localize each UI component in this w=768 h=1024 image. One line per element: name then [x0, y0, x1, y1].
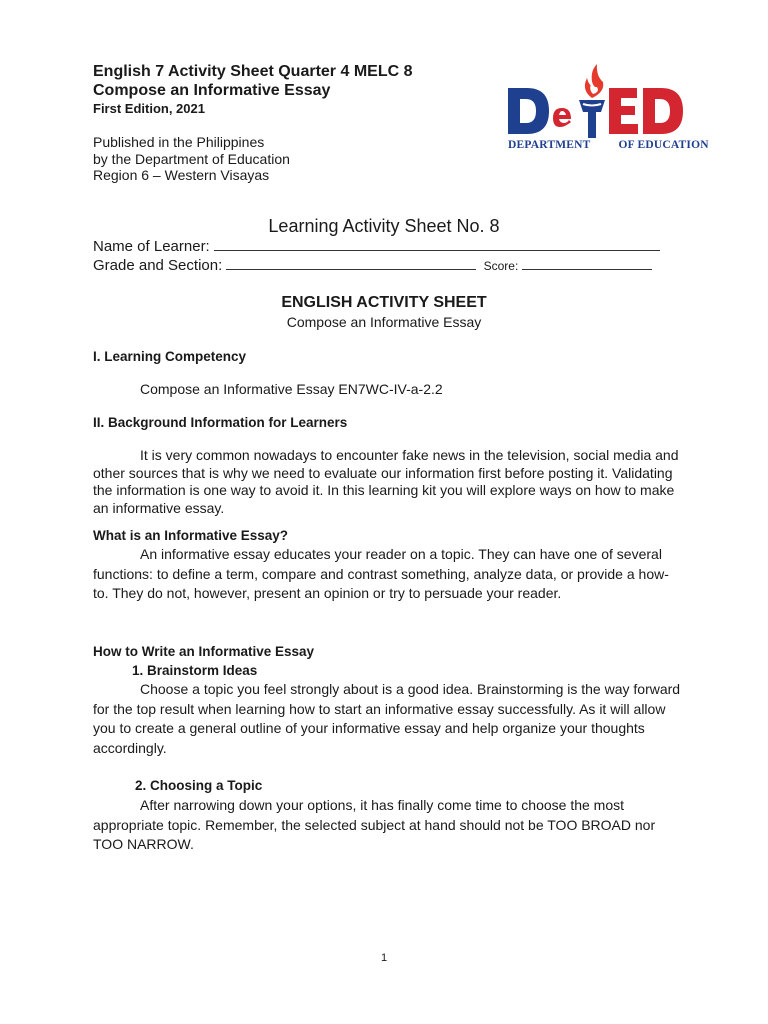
learner-name-field [93, 237, 660, 256]
header-title-line1: English 7 Activity Sheet Quarter 4 MELC 8 [93, 63, 413, 80]
section2-heading: II. Background Information for Learners [93, 415, 348, 430]
published-line1: Published in the Philippines [93, 134, 265, 150]
page-number: 1 [380, 952, 388, 964]
publisher-info [93, 134, 513, 184]
grade-section-field [93, 256, 652, 275]
section2-text: It is very common nowadays to encounter fake news in the television, social media and other sources that is why we need to evaluate our information first before posting it. Validating the information is one way to avoid it. In this learning kit you will explore ways on how to make an informative essay. [93, 447, 679, 516]
logo-subtitle-left: DEPARTMENT [508, 139, 591, 151]
score-line[interactable] [522, 256, 652, 270]
published-line2: by the Department of Education [93, 150, 290, 167]
section1-heading: I. Learning Competency [93, 349, 247, 364]
step1-text: Choose a topic you feel strongly about is a good idea. Brainstorming is the way forward for the top result when learning how to start an informative essay successfully. As it will allow you to create a general outline of your informative essay and help organize your thoughts accordingly. [93, 681, 681, 756]
header-edition: First Edition, 2021 [93, 101, 205, 116]
learner-name-line[interactable] [214, 237, 660, 251]
document-header [93, 62, 513, 184]
step2-heading: 2. Choosing a Topic [135, 778, 263, 793]
learner-name-label: Name of Learner: [93, 238, 214, 255]
what-is-text: An informative essay educates your reader on a topic. They can have one of several functions: to define a term, compare and contrast something, analyze data, or provide a how-to. They do not, however, present an opinion or try to persuade your reader. [93, 546, 669, 601]
header-title-line2: Compose an Informative Essay [93, 82, 331, 99]
section1-text: Compose an Informative Essay EN7WC-IV-a-2.2 [140, 381, 443, 397]
grade-section-label: Grade and Section: [93, 257, 227, 274]
score-label: Score: [483, 259, 522, 273]
deped-logo-wordmark [505, 60, 705, 140]
sheet-title: ENGLISH ACTIVITY SHEET [281, 294, 487, 311]
what-is-heading: What is an Informative Essay? [93, 528, 289, 543]
activity-sheet-title: Learning Activity Sheet No. 8 [268, 216, 500, 236]
deped-logo-subtitle [508, 139, 709, 151]
step2-text: After narrowing down your options, it has finally come time to choose the most appropriate topic. Remember, the selected subject at hand should not be TOO BROAD nor TOO NARROW. [93, 797, 656, 852]
step1-heading: 1. Brainstorm Ideas [132, 663, 258, 678]
sheet-subtitle: Compose an Informative Essay [286, 314, 482, 330]
how-to-heading: How to Write an Informative Essay [93, 644, 315, 659]
deped-logo [505, 60, 709, 160]
published-line3: Region 6 – Western Visayas [93, 167, 270, 183]
logo-subtitle-right: OF EDUCATION [618, 139, 709, 151]
grade-section-line[interactable] [226, 256, 476, 270]
